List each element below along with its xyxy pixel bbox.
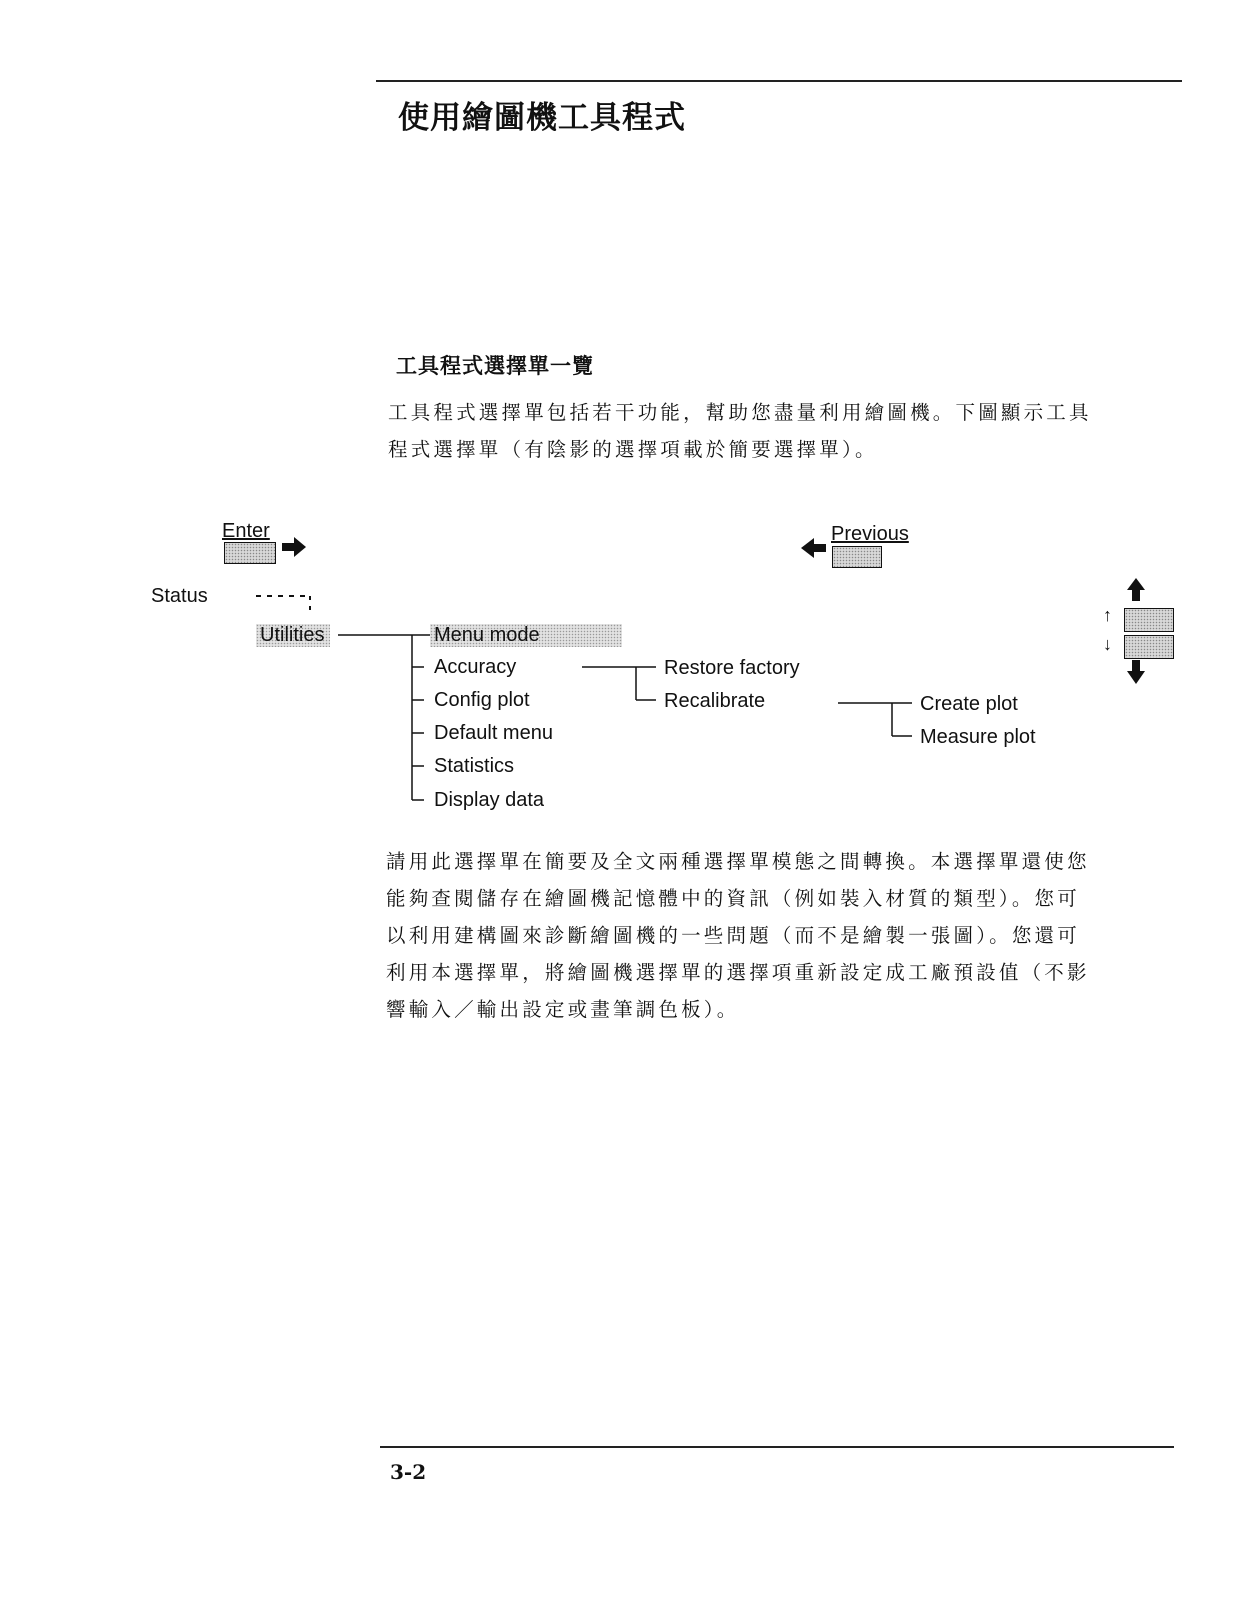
status-label: Status <box>151 585 208 607</box>
left-arrow-icon <box>801 538 826 558</box>
down-key-label: ↓ <box>1103 634 1112 654</box>
up-arrow-icon <box>1127 578 1145 601</box>
menu-item-default-menu: Default menu <box>434 722 553 744</box>
intro-line: 工具程式選擇單包括若干功能，幫助您盡量利用繪圖機。下圖顯示工具 <box>388 401 1092 424</box>
menu-item-recalibrate: Recalibrate <box>664 690 766 712</box>
down-arrow-icon <box>1127 660 1145 684</box>
previous-key <box>832 546 882 568</box>
intro-line: 程式選擇單（有陰影的選擇項載於簡要選擇單）。 <box>388 438 878 461</box>
section-heading: 工具程式選擇單一覽 <box>396 353 594 378</box>
menu-item-restore-factory: Restore factory <box>664 657 800 679</box>
enter-label: Enter <box>222 520 270 542</box>
menu-item-measure-plot: Measure plot <box>920 726 1036 748</box>
footer-rule <box>380 1446 1174 1448</box>
previous-label: Previous <box>831 523 909 545</box>
body-line: 能夠查閱儲存在繪圖機記憶體中的資訊（例如裝入材質的類型）。您可 <box>386 887 1080 910</box>
body-paragraph <box>386 843 1090 1028</box>
up-key-label: ↑ <box>1103 605 1112 625</box>
utilities-node: Utilities <box>256 624 330 647</box>
menu-item-create-plot: Create plot <box>920 693 1018 715</box>
menu-item-statistics: Statistics <box>434 755 515 777</box>
menu-item-menu-mode: Menu mode <box>430 624 622 647</box>
page-title: 使用繪圖機工具程式 <box>398 100 686 136</box>
menu-item-config-plot: Config plot <box>434 689 530 711</box>
menu-item-accuracy: Accuracy <box>434 656 517 678</box>
page-number: 3-2 <box>390 1460 427 1484</box>
body-line: 以利用建構圖來診斷繪圖機的一些問題（而不是繪製一張圖）。您還可 <box>386 924 1080 947</box>
body-line: 請用此選擇單在簡要及全文兩種選擇單模態之間轉換。本選擇單還使您 <box>386 850 1090 873</box>
body-line: 利用本選擇單，將繪圖機選擇單的選擇項重新設定成工廠預設值（不影 <box>386 961 1090 984</box>
body-line: 響輸入／輸出設定或畫筆調色板）。 <box>386 998 740 1021</box>
menu-item-display-data: Display data <box>434 789 545 811</box>
right-arrow-icon <box>282 537 306 557</box>
enter-key <box>224 542 276 564</box>
down-key <box>1124 635 1174 659</box>
up-key <box>1124 608 1174 632</box>
